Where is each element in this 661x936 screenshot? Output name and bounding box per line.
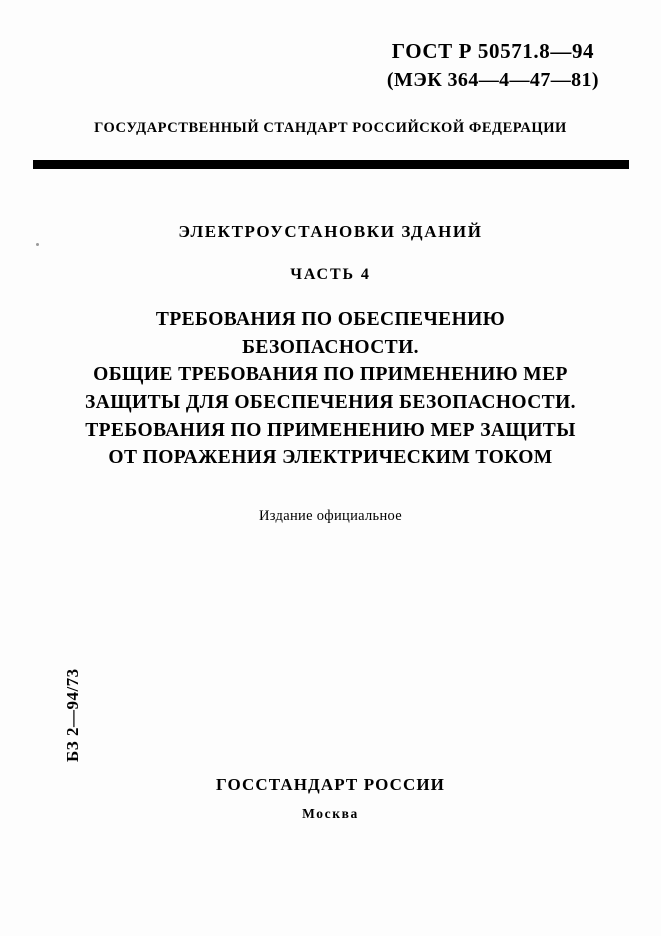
title-block	[35, 222, 626, 472]
publisher-organization: ГОССТАНДАРТ РОССИИ	[215, 775, 446, 794]
subtitle-line: ОТ ПОРАЖЕНИЯ ЭЛЕКТРИЧЕСКИМ ТОКОМ	[108, 447, 553, 469]
subtitle-line: ОБЩИЕ ТРЕБОВАНИЯ ПО ПРИМЕНЕНИЮ МЕР	[93, 364, 568, 386]
document-title: ЭЛЕКТРОУСТАНОВКИ ЗДАНИЙ	[178, 222, 483, 241]
subtitle-line: ТРЕБОВАНИЯ ПО ОБЕСПЕЧЕНИЮ	[155, 309, 506, 330]
side-code-text: БЗ 2—94/73	[63, 668, 82, 762]
document-part: ЧАСТЬ 4	[290, 266, 371, 283]
agency-line: ГОСУДАРСТВЕННЫЙ СТАНДАРТ РОССИЙСКОЙ ФЕДЕРАЦИИ	[94, 120, 567, 136]
iec-equivalent-number: (МЭК 364—4—47—81)	[386, 68, 599, 91]
standard-designation	[387, 38, 599, 93]
standard-number: ГОСТ Р 50571.8—94	[391, 39, 595, 63]
subtitle-line: ТРЕБОВАНИЯ ПО ПРИМЕНЕНИЮ МЕР ЗАЩИТЫ	[85, 419, 576, 441]
publisher-city: Москва	[302, 806, 359, 821]
horizontal-rule	[33, 160, 629, 169]
publisher-block	[0, 775, 661, 822]
scan-speck	[36, 243, 39, 246]
document-subtitle	[35, 306, 626, 472]
edition-note: Издание официальное	[259, 508, 402, 524]
subtitle-line: БЕЗОПАСНОСТИ.	[242, 336, 419, 358]
subtitle-line: ЗАЩИТЫ ДЛЯ ОБЕСПЕЧЕНИЯ БЕЗОПАСНОСТИ.	[85, 392, 576, 414]
side-code	[47, 630, 82, 770]
